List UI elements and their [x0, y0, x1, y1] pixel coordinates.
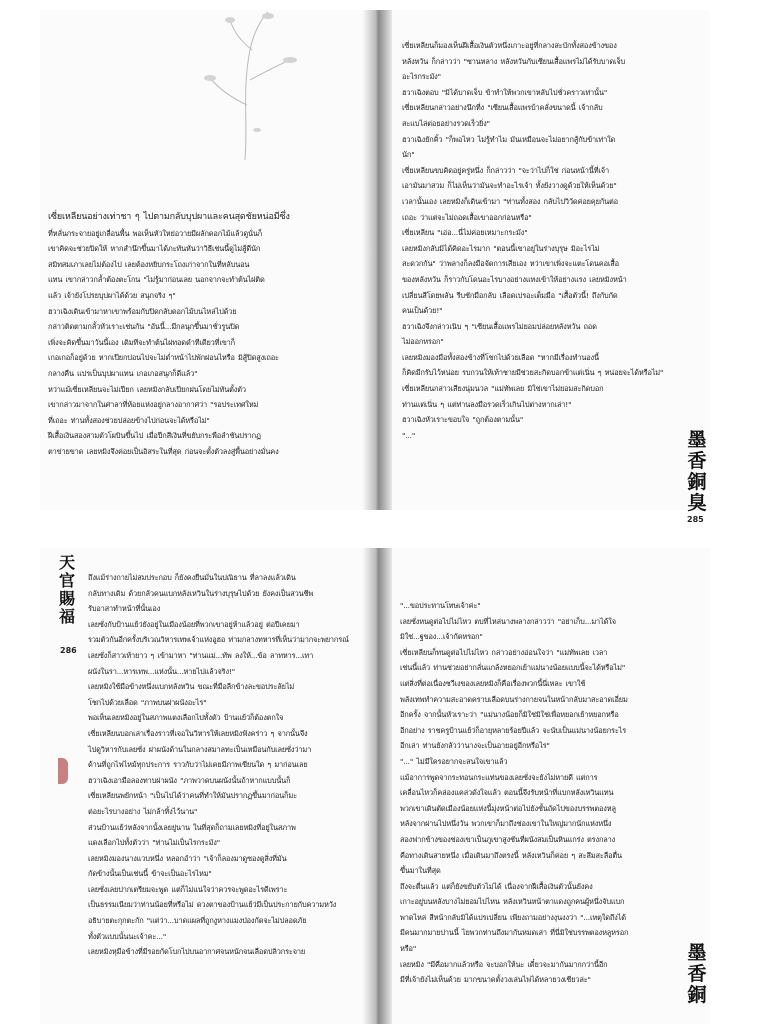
text-line: เซี่ยเหลียนพยักหน้า "เป็นไปได้ว่าคนที่ทำให้มันปรากฏขึ้นมาก่อนก็มะ	[88, 791, 297, 801]
flower-branch-illustration	[190, 10, 300, 160]
seal-mark: 墨香銅臭	[687, 429, 707, 514]
text-line: สะดวกกัน" ว่าพลางก็ลงมือจัดการเสียเอง หว่าเขาเพิ่งจะแตะโดนคอเสื้อ	[402, 259, 619, 269]
text-line: มีที่เจ้ายังไม่เห็นด้วย มากขนาดตั้งวงเล่นไพ่ได้หลายวงเชียวล่ะ"	[400, 975, 591, 985]
text-line: ทั้งตัวแบบนั้นนะเจ้าคะ..."	[88, 931, 167, 941]
text-line: ที่เถอะ ท่านทั้งสองช่วยปล่อยข้างไปก่อนจะได้หรือไม่"	[48, 415, 210, 425]
text-line: รับอาสาทำหน้าที่นั้นเอง	[88, 604, 161, 614]
bookmark-tab	[58, 758, 68, 784]
page-number: 285	[687, 515, 704, 524]
text-line: เซี่ยเหลียนก็มองเห็นฝีเสื้อเงินตัวหนึ่งเกาะอยู่ที่กลางสะบักทั้งสองข้างของ	[402, 41, 617, 50]
seal-mark: 天官賜福	[58, 553, 75, 626]
text-line: ต่อยะไรบางอย่าง ไม่กล้าทิ้งไว้นาน"	[88, 806, 198, 816]
text-line: เซี่ยเหลียนขบคิดอยู่ครู่หนึ่ง ก็กล่าวว่า "จะว่าไปก็ใช่ ก่อนหน้านี้ที่เจ้า	[402, 165, 609, 175]
text-line: ฮวาเฉิงเดินเข้ามาหาเขาพร้อมกับปิดกลับดอกไม้บนไหล่ไปด้วย	[48, 306, 237, 316]
text-line: เถอะ ว่าแต่จะไม่ถอดเสื้อเขาออกก่อนหรือ"	[402, 212, 532, 222]
text-line: พาดไหล่ สีหน้ากลับมิได้แปรเปลี่ยน เพียงถามอย่างงุนงงว่า "...เหตุใดถึงได้	[400, 912, 626, 922]
text-line: เซี่ยเหลียนกล่าวเสียงนุ่มนวล "แม่ทัพเลย มิใช่เขาไม่ยอมสะกิดบอก	[402, 384, 604, 394]
seal-mark: 墨香銅	[687, 942, 707, 1006]
text-line: เซี่ยเหลียนบอกเล่าเรื่องราวที่เจอในวิหารให้เลยหมิงฟังคร่าว ๆ จากนั้นจึง	[88, 728, 308, 738]
text-line: ผนังในรา...หารเทพ...แห่งนั้น...หายไปแล้วจริง!"	[88, 666, 235, 676]
text-line: ฮวาเฉิงเอามือลองทาบฝาผนัง "ภาพวาดบนผนังนั้นถ้าหากแบบนั้นก็	[88, 775, 291, 785]
bottom-right-page	[392, 548, 710, 1024]
text-line: ฮวาเฉิงหัวเราะขอบใจ "ถูกต้องตามนั้น"	[402, 415, 524, 425]
text-line: พวกเขาเดินตัดเมืองน้อยแห่งนี้มุ่งหน้าต่อไปยังชั้นถัดไปของบรรพตองหลู	[400, 803, 616, 813]
text-line: เซี่ยเหลียนก็ทนดูต่อไปไม่ไหว กล่าวอย่างอ่อนใจว่า "แม่ทัพเลย เวลา	[400, 647, 608, 657]
text-line: เกอเกอก็อยู่ด้วย หากเปียกปอนไปจะไม่ต่ำหน้าไปพักผ่อนไหรือ มิสู้ปิดสูงเถอะ	[48, 353, 279, 363]
text-line: แล้ว เจ้ายังโปรยบุปผาได้ด้วย สนุกจริง ๆ"	[48, 290, 176, 300]
text-line: แม้อาการพูดจากระทอนกระแท่นของเลยซั่งจะยังไม่หายดี แต่การ	[400, 772, 598, 782]
text-line: "...ขอประทานโทษเจ้าค่ะ"	[400, 601, 481, 610]
top-right-text	[402, 38, 677, 500]
text-line: กล่าวติดตามกลั้วหัวเราะเช่นกัน "อันนี้...มีกลนุกขึ้นมาชั่วรูนปิด	[48, 322, 240, 332]
text-line: แดงเลือกไปทั้งตัวว่า "ท่านไม่เป็นไรกระมัง"	[88, 838, 220, 848]
text-line: เปลี่ยนสีโดยพลัน รีบชักมือกลับ เลือดเปรอะเต็มมือ "เสื้อตัวนี้! ถึงกับกัด	[402, 290, 618, 300]
text-line: หว่าแม้เซี่ยเหลียนจะไม่เปียก เลยหมิงกลับเปียกฝนโดยไม่ทันตั้งตัว	[48, 384, 246, 394]
text-line: เกาะอยู่บนหลังบางไม่ยอมไปไหน หลังเหวินหน้าตาแดงถูกคนผู้หนึ่งจับแบก	[400, 897, 625, 907]
text-line: โชกไปด้วยเลือด "ภาพบนฝาผนังอะไร"	[88, 697, 207, 707]
text-line: กลางคืน แปรเป็นบุปผาแทน เกอเกอสนุกก็ดีแล้ว"	[48, 368, 198, 378]
page-number: 286	[60, 646, 77, 655]
text-line: เซี่ยเหลียน "เอ่อ...นี่ไม่ค่อยเหมาะกระมัง"	[402, 228, 528, 238]
text-line: เป็นธรรมเนียมว่าท่านน้อยที่หรือไม่ ดวงตาของป้านแย้ว่มีเป็นประกายกับความหวัง	[88, 900, 337, 910]
text-line: ตาข่ายขาด เลยหมิงจึงค่อยเป็นอิสระในที่สุด ก่อนจะตั้งตัวลงสู่พื้นอย่างมั่นคง	[48, 446, 279, 456]
text-line: พอเห็นเลยหมิงอยู่ในสภาพแตงเลือกไปทั้งตัว ป้านแย้ว่ก็ต้องตกใจ	[88, 713, 284, 723]
text-line: ด้านที่ถูกไฟไหม้ทุกประการ ราวกับว่าไม่เคยมีภาพเขียนใด ๆ มาก่อนเลย	[88, 760, 308, 770]
text-line: เอามันมาสวม ก็ไม่เห็นว่ามันจะทำอะไรเจ้า ทั้งยังวางดูด้วยให้เห็นด้วย"	[402, 181, 617, 191]
text-line: ถึงแม้ร่างกายไม่สมประกอบ ก็ยังคงยืนมั่นในปณิธาน ที่ลาลงแล้วเดิน	[88, 573, 296, 582]
text-line: ไม่ออกหรอก"	[402, 337, 444, 347]
text-line: "..." ไม่มีใครอยากจะสนใจเขาแล้ว	[400, 756, 508, 766]
text-line: "..."	[402, 430, 416, 440]
text-line: เลยหมิง "มีคือมากแล้วหรือ จะบอกให้นะ เดี๋ยวจะมากันมากกว่านี้อีก	[400, 959, 608, 969]
text-line: เคลื่อนไหวก็คล่องแคล่วดังใจแล้ว ตอนนี้จึงรับหน้าที่แบกหลังเหวินแทน	[400, 788, 614, 798]
text-line: สองฟากข้างของช่องเขาเป็นภูเขาสูงชันที่ผนังสมเป็นหินแกร่ง ตรงกลาง	[400, 834, 616, 844]
text-line: เลยหมิงกลับมิได้คิดอะไรมาก "ตอนนี้เขาอยู่ในร่างบุรุษ มิอะไรไม่	[402, 243, 600, 253]
top-left-text	[48, 210, 348, 490]
text-line: ฝีเสื้อเงินสองสามตัวโผบินขึ้นไป เมื่อปีกสีเงินที่ขยับกระพือลำชันปรากฏ	[48, 431, 261, 441]
text-line: พลังเทพทำความสะอาดคราบเลือดบนร่างกายจนในหน้ากลับมาสะอาดเอี่ยม	[400, 694, 628, 704]
text-line: อีกอย่าง ราชครูป้านแย้ว่ก็อายุหลายร้อยปีแล้ว จะนับเป็นแม่นางน้อยกระไร	[400, 725, 627, 735]
text-line: คือทางเดินสายหนึ่ง เมื่อเดินมาถึงตรงนี้ หลังเหวินก็ค่อย ๆ สะลึมสะลือตื่น	[400, 850, 622, 860]
text-line: หรือ"	[400, 944, 417, 954]
top-right-page	[392, 10, 710, 524]
bottom-right-text	[400, 598, 685, 1022]
text-line: เลยหมิงมองนางแวบหนึ่ง หลอกอำว่า "เจ้าก็ลองมาดูซองดูสิ่งที่มัน	[88, 853, 287, 863]
text-line: เลยซั่งหนดูต่อไปไม่ไหว ตบที่ไหล่นางพลางกล่าวว่า "อย่าเก็บ...มาได้ใจ	[400, 616, 616, 626]
text-line: เซี่ยเหลียนกล่าวอย่างนึกที่ง "เซียนเสื้อแพรบ้าคลั่งขนาดนี้ เจ้ากลับ	[402, 103, 603, 113]
text-line: ส่วนป้านแย้ว่หลังจากนั้งเลยยู่นาน ในที่สุดก็ถามเลยหมิงที่อยู่ในสภาพ	[88, 822, 296, 832]
text-line: ท่านแต่เนิ่น ๆ แต่ท่านลงมือรวดเร็วเกินไปต่างหากเล่า!"	[402, 399, 572, 409]
text-line: เซี่ยเหลียนอย่างเท่าชา ๆ ไปตามกลับบุปผาและคนสุดชัยหน่อมีซึ่ง	[48, 212, 290, 222]
text-line: เวลานั้นเอง เลยหมิงก็เดินเข้ามา "ท่านทั้งสอง กลับไปวิวัดค่อยคุยกันต่อ	[402, 196, 618, 206]
text-line: ไปดูวิหารกับเลยซั่ง ฝาผนังด้านในกลางสมาลทะเป็นเหมือนกับเลยซั่งว่ามา	[88, 744, 312, 754]
text-line: แทน เขากล่าวกล้ำต้องตะโกน "ไม่รู้มาก่อนเลย นอกจากจะทำต้นไผ่ติด	[48, 275, 265, 285]
text-line: มีคนมากมายปานนี้ ไยพวกท่านถึงมากันหมดเล่า ที่นี่มิใช่บรรพตองหลูหรอก	[400, 928, 629, 938]
text-line: เลยซั่งกับป้านแย้ว่ยังอยู่ในเมืองน้อยที่พวกเขาอยู่ห้าแล้วอยู่ ต่อปีเคยมา	[88, 619, 300, 629]
text-line: อีกครั้ง จากนั้นหัวเราะว่า "แม่นางน้อยก็มิใช่มิใช่เพื่อหยอกเย้าหยอกหรือ	[400, 710, 619, 720]
text-line: ถึงจะตื่นแล้ว แต่ก็ยังขยับตัวไม่ได้ เนื่องจากฝีเสื้อเงินตัวนั้นยังคง	[400, 881, 593, 891]
text-line: เขากล่าวมาจากในศาลาที่ห้อยแห่งอยู่กลางอากาศว่า "รอประเทศใหม่	[48, 400, 259, 410]
text-line: สะแบไล่ต่อยอย่างรวดเร็วยิ่ง"	[402, 118, 490, 128]
text-line: แต่สิ่งที่ต่อเนื่องชวีเงของเลยหมิงก็คือเรื่องพวกนี้นี่เหละ เขาใช้	[400, 678, 586, 688]
text-line: ฮวาเฉิงตอบ "มิได้บาดเจ็บ ข้าทำให้พวกเขาหลับไปชั่วคราวเท่านั้น"	[402, 87, 608, 97]
text-line: สมิทสมเภาเลยไม่ต้องไป เลยต้องหยิบกระโถงเก่าจากในที่หลับนอน	[48, 259, 250, 269]
text-line: คนเป็นด้วย!"	[402, 306, 443, 316]
bottom-spread	[0, 548, 768, 1024]
bottom-left-text	[88, 570, 360, 1022]
text-line: หลังจากผ่านไปหนึ่งวัน พวกเขาก็มาถึงช่องเขาในใหญ่มากนักแห่งหนึ่ง	[400, 819, 612, 829]
text-line: กลับทางเดิม ด้วยกลัวคนแบกหลังเหวินในร่างบุรุษไปด้วย ยังคงเป็นสวนชีพ	[88, 588, 314, 598]
bottom-left-page	[40, 548, 362, 1024]
text-line: เลยหมิงมองมือทั้งสองข้างที่โชกไปด้วยเลือด "หากมีเรื่องทำนองนี้	[402, 352, 599, 362]
text-line: นัก"	[402, 150, 415, 160]
text-line: เลยซั่งก็สาวเท้ายาว ๆ เข้ามาหา "ท่านแม่...ทัพ ลงให้...ข้อ ลาทหาร...เทา	[88, 650, 314, 660]
text-line: รวมตัวกันอีกครั้งบริเวณวิหารเทพเจ้าแห่งอูฮอ ท่ามกลางทหารที่เห็นว่ามากจะพยากรณ์	[88, 635, 349, 645]
text-line: เพิ่งจะคิดขึ้นมาวันนี้เอง เดิมทีจะทำต้นไผ่ทอดดำทีเดียวที่เขาก็	[48, 337, 236, 347]
book-gutter	[362, 548, 392, 1024]
text-line: กัดข้างนั้นเป็นเช่นนี้ ข้าจะเป็นอะไรไหม"	[88, 869, 212, 879]
text-line: ฮวาเฉิงยักคิ้ว "ก็พอไหว ไม่รู้ทำไม มันเหมือนจะไม่อยากสู้กับข้าเท่าใด	[402, 134, 616, 144]
text-line: อีกเล่า ท่านยังกลัวว่านางจะเป็นอายอยู่อีกหรือไร"	[400, 741, 550, 751]
text-line: ฮวาเฉิงจึงกล่าวเนิบ ๆ "เซียนเสื้อแพรไม่ยอมปล่อยหลังหวัน ถอด	[402, 321, 597, 331]
text-line: เช่นนี้แล้ว ท่านช่วยอย่ากลั่นแกล้งหยอกเย้าแม่นางน้อยแบบนี้จะได้หรือไม่"	[400, 663, 626, 673]
text-line: อะไรกระมัง"	[402, 72, 441, 82]
text-line: เลยหมิงใช้มือข้างหนึ่งแบกหลังหวิน ขณะที่มือลีกข้างละขอประลัยไม่	[88, 682, 295, 692]
text-line: ของหลังหวัน ก็ราวกับโดนอะไรบางอย่างแทงเข้าให้อย่างแรง เลยหมิงหน้า	[402, 274, 627, 284]
text-line: ก็คิดมีกรับไว้หน่อย รบกวนให้เท้าชายมีช่วยสะกิดบอกข้าแต่เนิ่น ๆ หน่อยจะได้หรือไม่"	[402, 368, 664, 378]
book-gutter	[362, 10, 392, 510]
text-line: เขาคิดจะช่วยปิดให้ หากสำนึกขึ้นมาได้ภะทันหันว่าวิธีเช่นนี้ดูไม่สู้ดีนัก	[48, 244, 261, 254]
text-line: ที่หลั่นกระจายอยู่เกลื่อนพื้น พอเห็นหัวใหย่อวายมีผลักดอกไม้แล้วดูนั่นก็	[48, 228, 263, 238]
top-spread	[0, 10, 768, 524]
text-line: มิใช่...ฐของ...เจ้ากัดหรอก"	[400, 632, 483, 642]
text-line: เลยซั่งเลยปากเตรียมจะพูด แต่ก็ไม่แน่ใจว่าควรจะพูดอะไรดีเพราะ	[88, 884, 288, 894]
top-left-page	[40, 10, 362, 510]
text-line: เลยหมิงหุมีอข้างที่มีรอยกัดโบกไปบนอากาศจนหนักจนเลือดปลิวกระจาย	[88, 947, 306, 957]
text-line: ขึ้นมาในที่สุด	[400, 866, 441, 876]
text-line: หลังหวัน ก็กล่าวว่า "ซานหลาง หลังหวันกับเซียนเสื้อแพรไม่ได้รับบาดเจ็บ	[402, 56, 626, 66]
text-line: อธิบายตะกุกตะกัก "แต่ว่า...บาดแผลที่ถูกงูหางแมงป่องกัดจะไม่ปลอดภัย	[88, 916, 307, 926]
